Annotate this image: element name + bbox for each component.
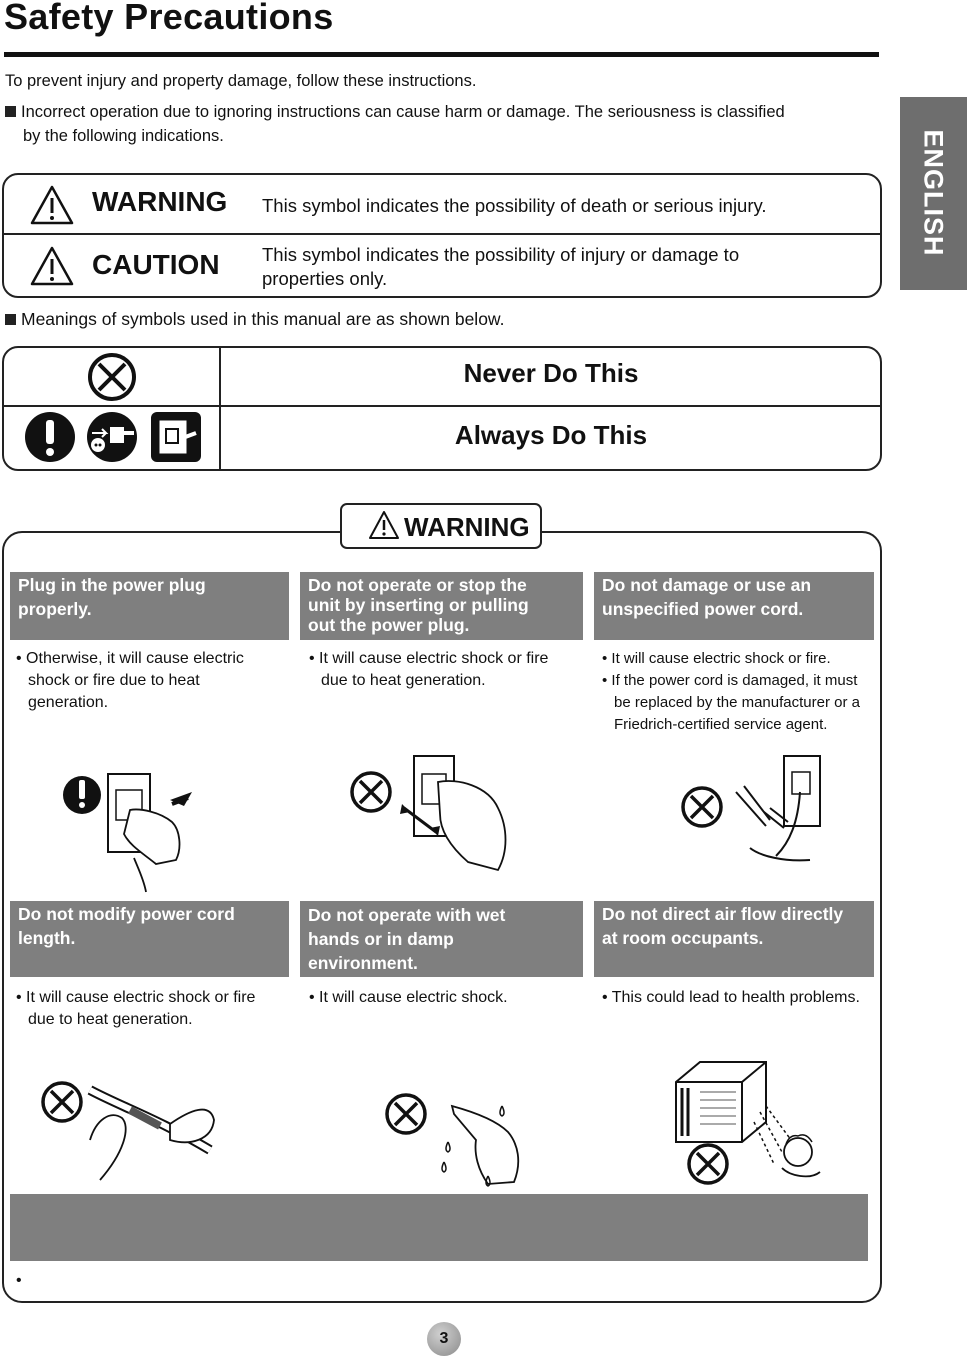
page-title: Safety Precautions <box>4 0 334 37</box>
warning-item-title: Do not direct air flow directly at room occupants. <box>594 901 874 977</box>
warning-label: WARNING <box>92 186 228 217</box>
warning-triangle-icon <box>30 246 74 286</box>
warning-item-title: Do not operate with wet hands or in damp environment. <box>300 901 583 977</box>
wet-hands-illustration <box>384 1092 534 1192</box>
title-rule <box>4 52 879 57</box>
always-do-this-label: Always Do This <box>454 420 648 450</box>
exclamation-icon <box>24 411 76 463</box>
symbol-divider <box>2 405 880 407</box>
caution-label: CAUTION <box>92 249 220 280</box>
caution-description: This symbol indicates the possibility of injury or damage to properties only. <box>262 244 740 289</box>
pulling-plug-illustration <box>348 752 523 882</box>
warning-triangle-icon <box>368 510 400 540</box>
unplug-icon <box>86 411 138 463</box>
intro-text: To prevent injury and property damage, follow these instructions. <box>5 72 477 90</box>
modify-cord-illustration <box>40 1080 220 1190</box>
warning-item-title: Do not operate or stop the unit by inserting or pulling out the power plug. <box>300 572 583 640</box>
warning-item-text: • This could lead to health problems. <box>602 989 860 1006</box>
symbol-divider <box>219 346 221 469</box>
plug-in-illustration <box>60 768 210 893</box>
warning-item-text: • It will cause electric shock or fire. • If the power cord is damaged, it must be replaced by the manufacturer or a Friedrich-certified service agent. <box>602 650 860 733</box>
warning-item-text: • Otherwise, it will cause electric shock or fire due to heat generation. <box>16 650 244 711</box>
signal-divider <box>2 233 880 235</box>
warning-item-text: • It will cause electric shock. <box>309 989 508 1006</box>
empty-title-block <box>10 1194 868 1261</box>
air-flow-illustration <box>670 1052 830 1187</box>
warning-triangle-icon <box>30 185 74 225</box>
ground-icon <box>150 411 202 463</box>
language-tab: ENGLISH <box>900 97 967 290</box>
warning-description: This symbol indicates the possibility of death or serious injury. <box>262 195 767 216</box>
warning-item-text: • It will cause electric shock or fire due to heat generation. <box>16 989 256 1028</box>
never-do-this-label: Never Do This <box>463 358 639 388</box>
empty-bullet: • <box>16 1272 22 1289</box>
warning-item-title: Do not damage or use an unspecified power cord. <box>594 572 874 640</box>
warning-item-title: Do not modify power cord length. <box>10 901 289 977</box>
square-bullet-icon <box>5 314 16 325</box>
page-number: 3 <box>427 1322 461 1356</box>
symbols-note: Meanings of symbols used in this manual are as shown below. <box>5 309 504 330</box>
warning-item-text: • It will cause electric shock or fire due to heat generation. <box>309 650 549 689</box>
prohibition-icon <box>87 352 137 402</box>
warning-section-header: WARNING <box>340 503 542 549</box>
damaged-cord-illustration <box>680 752 825 867</box>
square-bullet-icon <box>5 106 16 117</box>
warning-item-title: Plug in the power plug properly. <box>10 572 289 640</box>
classification-note: Incorrect operation due to ignoring instructions can cause harm or damage. The seriousness is classified by the following indications. <box>5 100 875 148</box>
